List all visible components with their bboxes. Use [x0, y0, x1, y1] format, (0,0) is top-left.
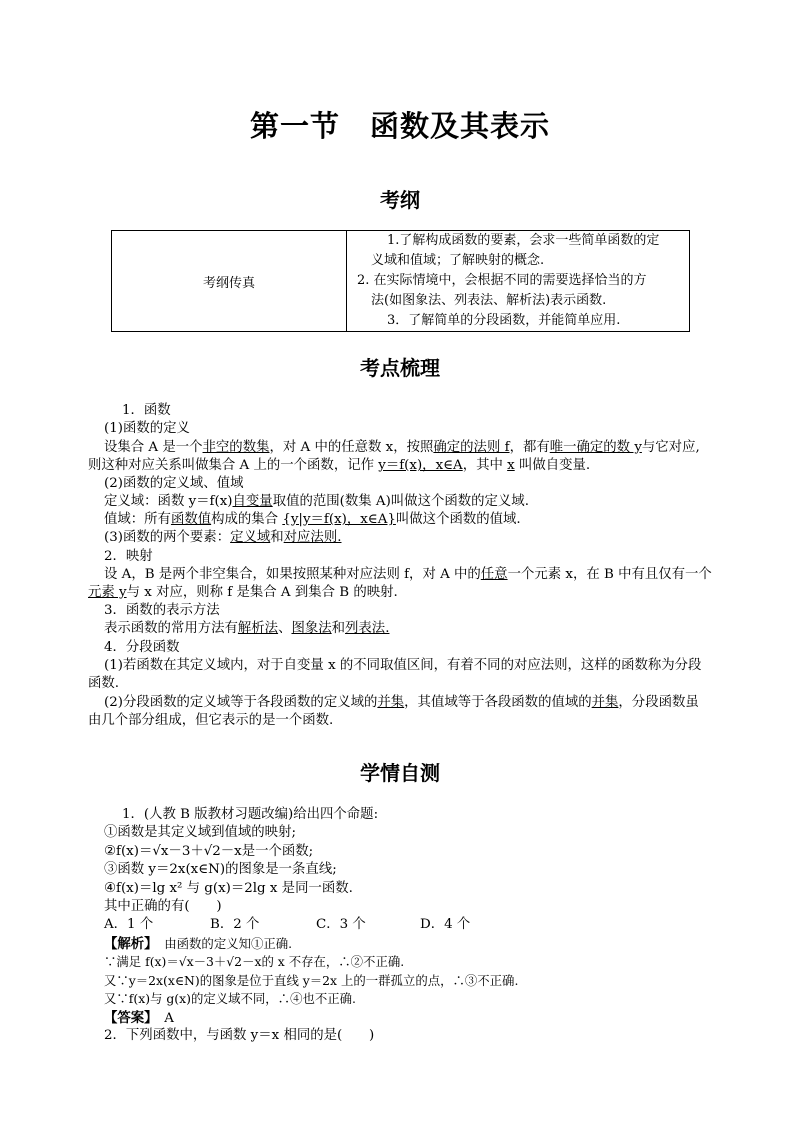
outline-heading: 考纲: [380, 188, 420, 212]
statement-1: ①函数是其定义域到值域的映射;: [104, 825, 296, 840]
elements-line: (3)函数的两个要素：定义域和对应法则.: [104, 530, 342, 545]
piecewise-line: 函数.: [88, 676, 120, 691]
piecewise-line: (1)若函数在其定义域内，对于自变量 x 的不同取值区间，有着不同的对应法则，这样的函数称为分段: [104, 658, 702, 673]
answer-line: [104, 1009, 174, 1028]
review-item-heading: 4．分段函数: [104, 640, 180, 655]
methods-line: 表示函数的常用方法有解析法、图象法和列表法.: [104, 621, 390, 636]
self-test-heading: 学情自测: [360, 761, 440, 785]
analysis-label: 【解析】: [104, 936, 151, 952]
domain-line: 定义域：函数 y＝f(x)自变量取值的范围(数集 A)叫做这个函数的定义域.: [104, 494, 529, 509]
question-2: 2．下列函数中，与函数 y＝x 相同的是( ): [104, 1028, 375, 1043]
question-prompt: 其中正确的有( ): [104, 899, 222, 914]
analysis-line: 又∵y＝2x(x∈N)的图象是位于直线 y＝2x 上的一群孤立的点，∴③不正确.: [104, 973, 519, 988]
definition-line: 设集合 A 是一个非空的数集，对 A 中的任意数 x，按照确定的法则 f，都有唯一确定的数 y与它对应,: [104, 440, 700, 455]
answer-label: 【答案】: [104, 1010, 151, 1026]
range-line: 值域：所有函数值构成的集合 {y|y＝f(x)，x∈A}叫做这个函数的值域.: [104, 512, 521, 527]
outline-item: 2. 在实际情境中，会根据不同的需要选择恰当的方: [357, 273, 647, 288]
option-d: D．4 个: [420, 917, 471, 932]
review-subheading: (1)函数的定义: [104, 421, 190, 436]
outline-item: 3．了解简单的分段函数，并能简单应用.: [387, 313, 621, 328]
outline-table: [111, 230, 690, 332]
review-item-heading: 1．函数: [122, 403, 171, 418]
analysis-line: 【解析】 由函数的定义知①正确.: [104, 936, 293, 952]
option-a: A．1 个: [104, 917, 154, 932]
statement-3: ③函数 y＝2x(x∈N)的图象是一条直线;: [104, 862, 337, 877]
review-item-heading: 2．映射: [104, 549, 153, 564]
outline-item: 1.了解构成函数的要素，会求一些简单函数的定: [387, 233, 660, 248]
outline-table-label: 考纲传真: [112, 231, 347, 332]
mapping-line: 元素 y与 x 对应，则称 f 是集合 A 到集合 B 的映射.: [88, 585, 398, 600]
review-item-heading: 3．函数的表示方法: [104, 603, 220, 618]
question-1: 1．(人教 B 版教材习题改编)给出四个命题:: [122, 807, 379, 822]
option-b: B．2 个: [210, 917, 260, 932]
outline-item: 法(如图象法、列表法、解析法)表示函数.: [371, 293, 607, 308]
answer-value: A: [164, 1011, 174, 1026]
option-c: C．3 个: [316, 917, 366, 932]
statement-4: ④f(x)＝lg x² 与 g(x)＝2lg x 是同一函数.: [104, 881, 353, 896]
analysis-line: ∵满足 f(x)＝√x－3＋√2－x的 x 不存在，∴②不正确.: [104, 954, 405, 969]
piecewise-line: 由几个部分组成，但它表示的是一个函数.: [88, 713, 334, 728]
analysis-line: 又∵f(x)与 g(x)的定义域不同，∴④也不正确.: [104, 991, 356, 1006]
piecewise-line: (2)分段函数的定义域等于各段函数的定义域的并集，其值域等于各段函数的值域的并集，分段函数虽: [104, 695, 699, 710]
definition-line: 则这种对应关系叫做集合 A 上的一个函数，记作 y＝f(x)，x∈A，其中 x 叫做自变量.: [88, 458, 591, 473]
review-subheading: (2)函数的定义域、值域: [104, 476, 244, 491]
mapping-line: 设 A，B 是两个非空集合，如果按照某种对应法则 f，对 A 中的任意一个元素 x，在 B 中有且仅有一个: [104, 567, 712, 582]
page-title: 第一节 函数及其表示: [249, 109, 550, 143]
outline-item: 义域和值域；了解映射的概念.: [371, 253, 545, 268]
review-heading: 考点梳理: [360, 356, 440, 380]
outline-table-content: [347, 231, 690, 332]
statement-2: ②f(x)＝√x－3＋√2－x是一个函数;: [104, 844, 314, 859]
